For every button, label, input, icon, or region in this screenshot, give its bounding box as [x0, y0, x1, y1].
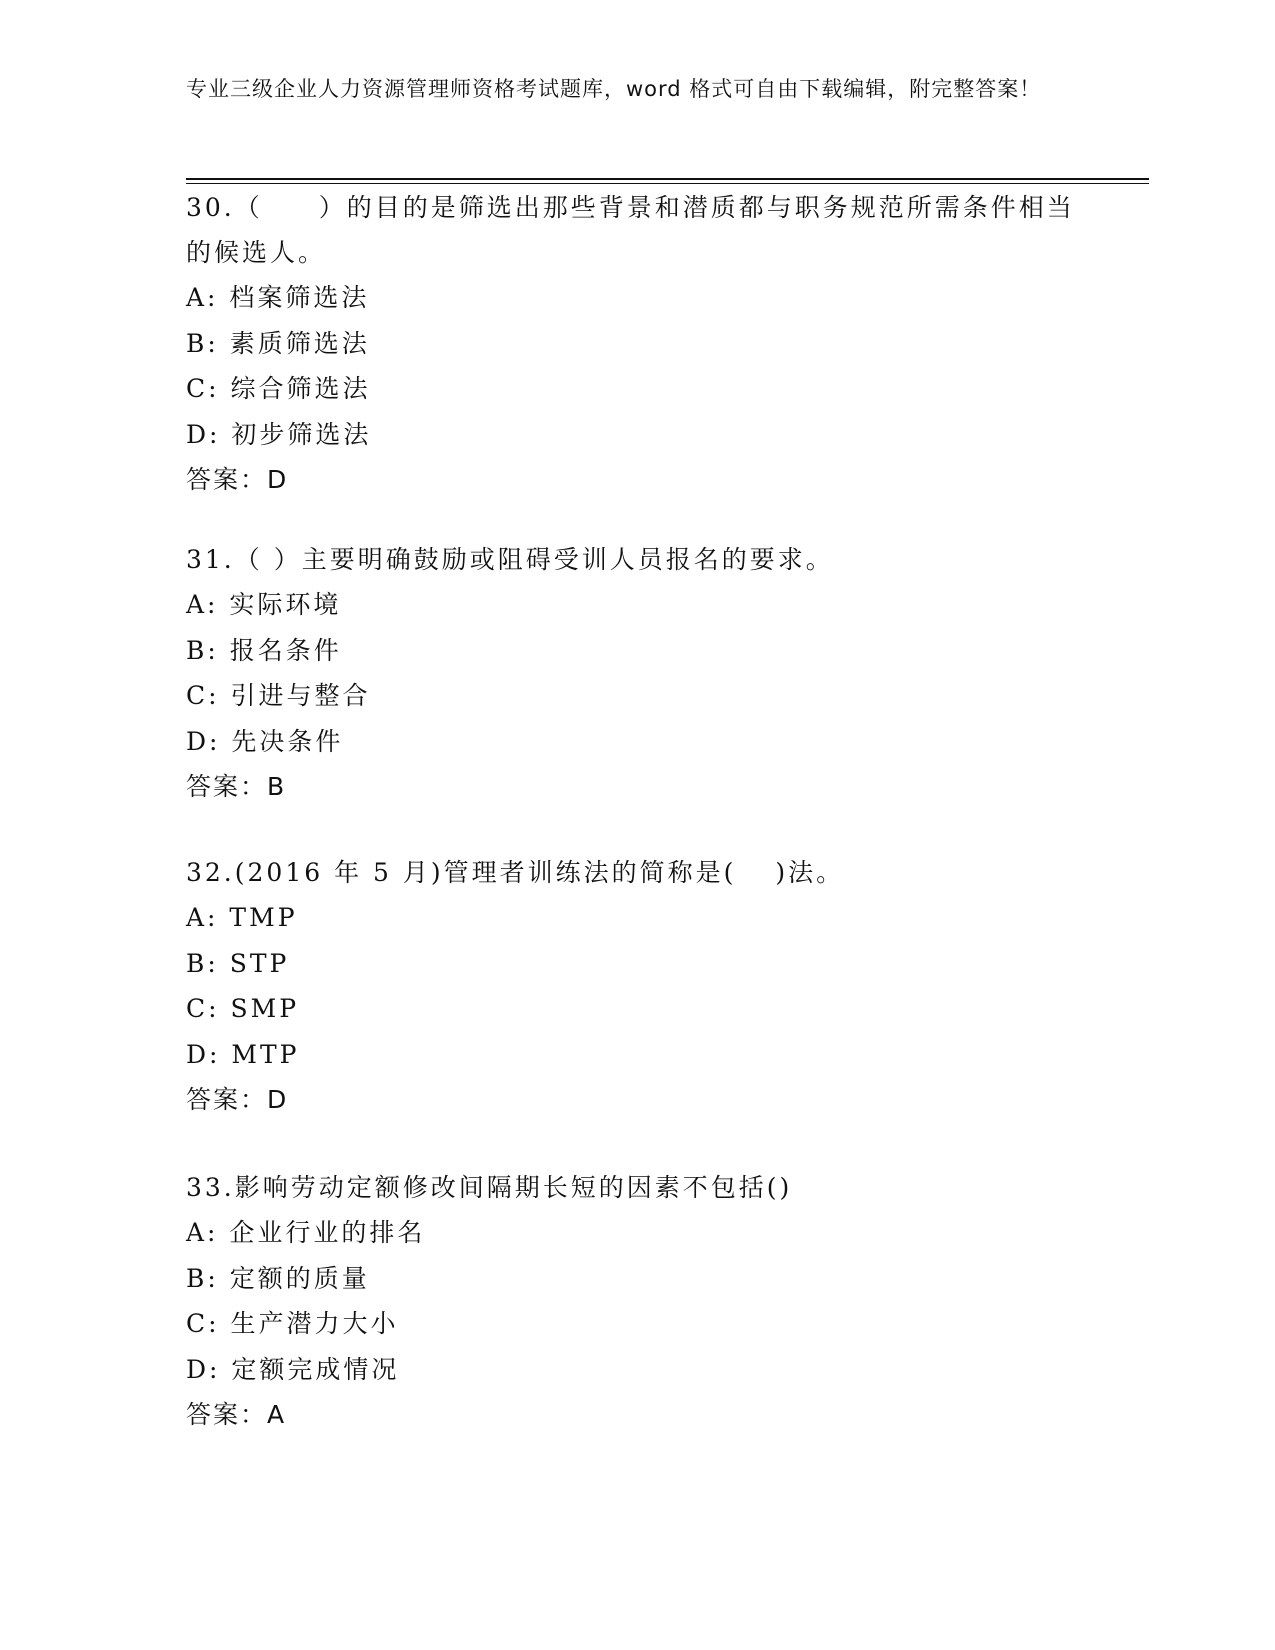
answer-line: [186, 1392, 1086, 1437]
header-divider-thin: [186, 183, 1149, 184]
question-stem: 31.（ ）主要明确鼓励或阻碍受训人员报名的要求。: [186, 545, 834, 574]
answer-label: 答案：: [186, 465, 268, 494]
document-header: 专业三级企业人力资源管理师资格考试题库，word 格式可自由下载编辑，附完整答案！: [186, 77, 1042, 101]
option-b: B: 报名条件: [186, 635, 342, 665]
answer-value: A: [267, 1400, 287, 1429]
option-a: A: 实际环境: [186, 590, 342, 619]
answer-value: D: [267, 465, 289, 494]
question-33: [186, 1165, 1086, 1437]
option-c: C: 综合筛选法: [186, 374, 371, 403]
option-b: B: 素质筛选法: [186, 328, 370, 358]
question-31: [186, 537, 1086, 809]
answer-label: 答案：: [186, 1085, 268, 1114]
option-a: A: 档案筛选法: [186, 283, 370, 312]
option-d: D: MTP: [186, 1039, 300, 1069]
question-stem: 32.(2016 年 5 月)管理者训练法的简称是( )法。: [186, 858, 845, 887]
option-c: C: 生产潜力大小: [186, 1309, 399, 1338]
question-stem: 30.（ ）的目的是筛选出那些背景和潜质都与职务规范所需条件相当的候选人。: [186, 193, 1075, 267]
answer-label: 答案：: [186, 1400, 268, 1429]
question-32: [186, 850, 1086, 1122]
answer-line: [186, 457, 1086, 502]
option-a: A: TMP: [186, 903, 298, 932]
answer-value: B: [267, 772, 287, 801]
answer-label: 答案：: [186, 772, 268, 801]
option-d: D: 定额完成情况: [186, 1354, 400, 1384]
option-b: B: 定额的质量: [186, 1263, 370, 1293]
question-stem: 33.影响劳动定额修改间隔期长短的因素不包括(): [186, 1173, 793, 1202]
option-d: D: 先决条件: [186, 726, 344, 756]
option-b: B: STP: [186, 948, 290, 978]
answer-line: [186, 1077, 1086, 1122]
answer-value: D: [267, 1085, 289, 1114]
option-a: A: 企业行业的排名: [186, 1218, 426, 1247]
option-c: C: SMP: [186, 994, 300, 1023]
question-30: [186, 185, 1086, 502]
option-c: C: 引进与整合: [186, 681, 371, 710]
answer-line: [186, 764, 1086, 809]
option-d: D: 初步筛选法: [186, 419, 372, 449]
header-divider-thick: [186, 178, 1149, 180]
